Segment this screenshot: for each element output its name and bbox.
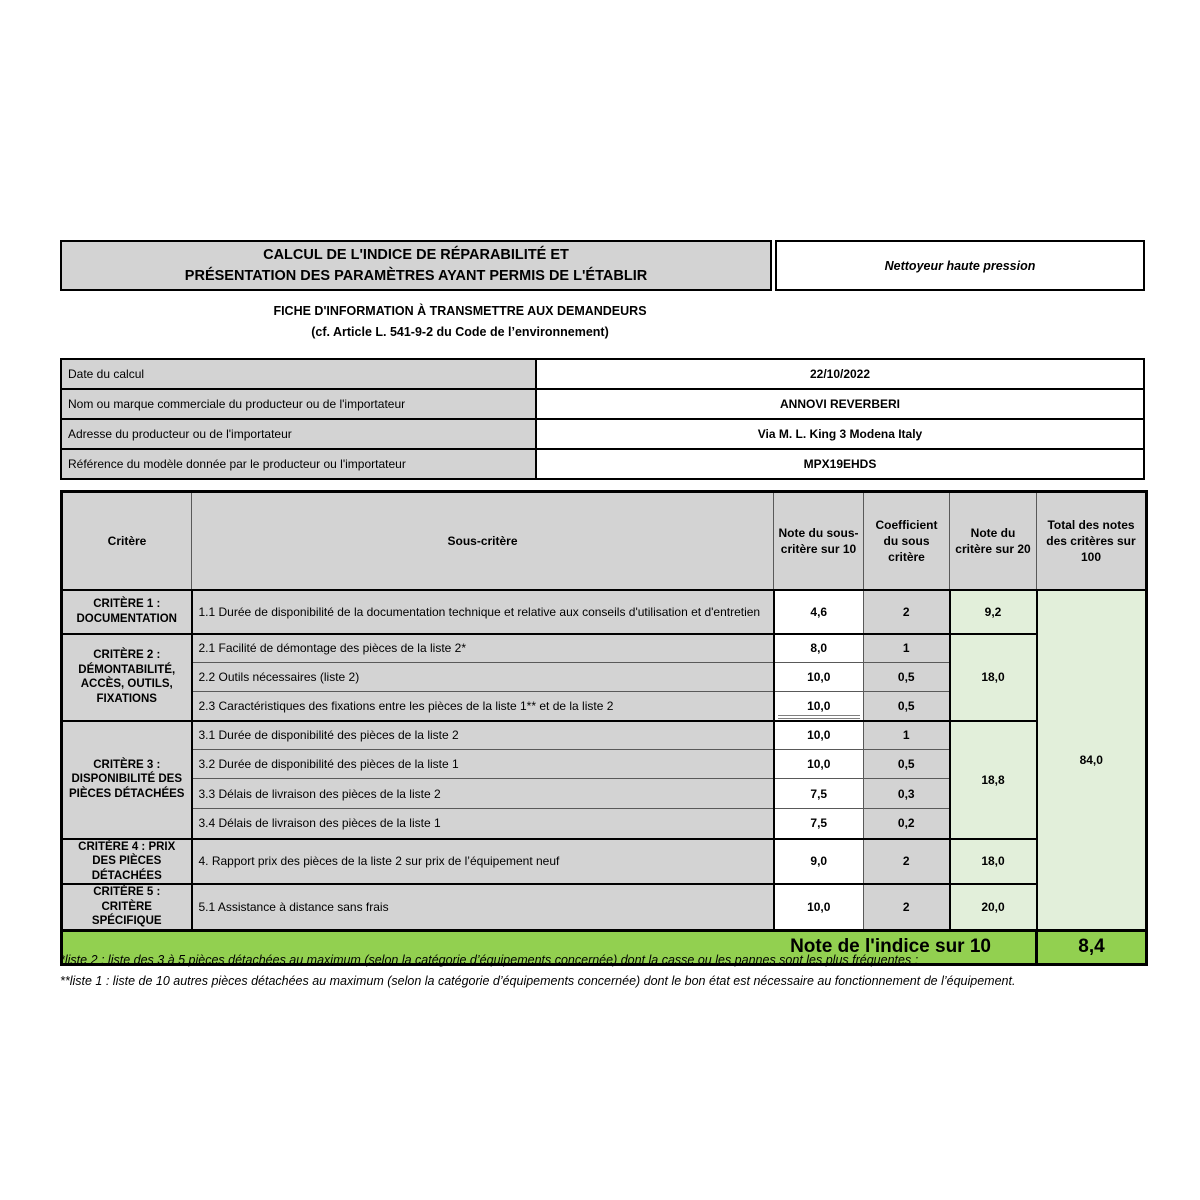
info-row-brand [61, 389, 1144, 419]
info-row-address [61, 419, 1144, 449]
document-header [60, 240, 1145, 291]
sub-criterion-2-3: 2.3 Caractéristiques des fixations entre les pièces de la liste 1** et de la liste 2 [192, 692, 774, 721]
info-value-brand: ANNOVI REVERBERI [536, 389, 1144, 419]
score-table [60, 490, 1148, 966]
note20-criterion-2: 18,0 [950, 634, 1037, 721]
sub-criterion-5-1: 5.1 Assistance à distance sans frais [192, 884, 774, 930]
note20-criterion-4: 18,0 [950, 839, 1037, 885]
criterion-3-name: CRITÈRE 3 : DISPONIBILITÉ DES PIÈCES DÉTACHÉES [62, 721, 192, 839]
subtitle-block [60, 301, 860, 343]
note20-criterion-3: 18,8 [950, 721, 1037, 839]
title-line-2: PRÉSENTATION DES PARAMÈTRES AYANT PERMIS DE L'ÉTABLIR [184, 267, 648, 284]
subtitle-line-2: (cf. Article L. 541-9-2 du Code de l’environnement) [311, 325, 609, 339]
sub-criterion-2-2: 2.2 Outils nécessaires (liste 2) [192, 663, 774, 692]
criterion-1-name: CRITÈRE 1 : DOCUMENTATION [62, 590, 192, 634]
coef-1-1: 2 [864, 590, 950, 634]
info-label-address: Adresse du producteur ou de l'importateur [61, 419, 536, 449]
note10-4: 9,0 [774, 839, 864, 885]
final-score-label: Note de l'indice sur 10 [62, 930, 1037, 964]
sub-criterion-3-1: 3.1 Durée de disponibilité des pièces de la liste 2 [192, 721, 774, 750]
product-category-label: Nettoyeur haute pression [884, 258, 1036, 273]
note10-3-1: 10,0 [774, 721, 864, 750]
header-critere: Critère [62, 492, 192, 590]
footnote-liste-1: **liste 1 : liste de 10 autres pièces détachées au maximum (selon la catégorie d’équipements concernée) dont le bon état est nécessaire au fonctionnement de l’équipement. [60, 974, 1016, 988]
score-row-1-1 [62, 590, 1147, 634]
sub-criterion-4: 4. Rapport prix des pièces de la liste 2 sur prix de l’équipement neuf [192, 839, 774, 885]
info-row-model [61, 449, 1144, 479]
criterion-2-name: CRITÈRE 2 : DÉMONTABILITÉ, ACCÈS, OUTILS, FIXATIONS [62, 634, 192, 721]
sub-criterion-3-3: 3.3 Délais de livraison des pièces de la liste 2 [192, 779, 774, 809]
note10-2-2: 10,0 [774, 663, 864, 692]
sub-criterion-3-4: 3.4 Délais de livraison des pièces de la liste 1 [192, 809, 774, 839]
title-box [60, 240, 772, 291]
criterion-4-name: CRITÈRE 4 : PRIX DES PIÈCES DÉTACHÉES [62, 839, 192, 885]
note10-3-3: 7,5 [774, 779, 864, 809]
note10-2-1: 8,0 [774, 634, 864, 663]
info-value-date: 22/10/2022 [536, 359, 1144, 389]
coef-2-2: 0,5 [864, 663, 950, 692]
note10-2-3: 10,0 [774, 692, 864, 721]
footnote-liste-2: *liste 2 : liste des 3 à 5 pièces détachées au maximum (selon la catégorie d’équipements concernée) dont la casse ou les pannes sont les plus fréquentes ; [60, 953, 919, 967]
info-row-date [61, 359, 1144, 389]
info-label-date: Date du calcul [61, 359, 536, 389]
score-row-5-1 [62, 884, 1147, 930]
sub-criterion-1-1: 1.1 Durée de disponibilité de la documentation technique et relative aux conseils d'utilisation et d'entretien [192, 590, 774, 634]
score-row-3-1 [62, 721, 1147, 750]
header-note-critere: Note du critère sur 20 [950, 492, 1037, 590]
coef-5-1: 2 [864, 884, 950, 930]
header-total: Total des notes des critères sur 100 [1037, 492, 1147, 590]
info-label-brand: Nom ou marque commerciale du producteur ou de l'importateur [61, 389, 536, 419]
note20-criterion-5: 20,0 [950, 884, 1037, 930]
coef-3-1: 1 [864, 721, 950, 750]
total-sur-100: 84,0 [1037, 590, 1147, 931]
score-row-2-1 [62, 634, 1147, 663]
subtitle-line-1: FICHE D'INFORMATION À TRANSMETTRE AUX DEMANDEURS [273, 304, 647, 318]
note20-criterion-1: 9,2 [950, 590, 1037, 634]
score-header-row [62, 492, 1147, 590]
note10-1-1: 4,6 [774, 590, 864, 634]
info-value-model: MPX19EHDS [536, 449, 1144, 479]
coef-4: 2 [864, 839, 950, 885]
coef-2-1: 1 [864, 634, 950, 663]
info-label-model: Référence du modèle donnée par le producteur ou l'importateur [61, 449, 536, 479]
score-row-4 [62, 839, 1147, 885]
note10-3-4: 7,5 [774, 809, 864, 839]
footnotes [60, 950, 1150, 992]
coef-2-3: 0,5 [864, 692, 950, 721]
header-sous-critere: Sous-critère [192, 492, 774, 590]
sub-criterion-3-2: 3.2 Durée de disponibilité des pièces de la liste 1 [192, 750, 774, 779]
info-table [60, 358, 1145, 480]
header-note-sous: Note du sous-critère sur 10 [774, 492, 864, 590]
note10-5-1: 10,0 [774, 884, 864, 930]
note10-3-2: 10,0 [774, 750, 864, 779]
criterion-5-name: CRITÈRE 5 : CRITÈRE SPÉCIFIQUE [62, 884, 192, 930]
final-score-value: 8,4 [1037, 930, 1147, 964]
coef-3-2: 0,5 [864, 750, 950, 779]
sub-criterion-2-1: 2.1 Facilité de démontage des pièces de la liste 2* [192, 634, 774, 663]
info-value-address: Via M. L. King 3 Modena Italy [536, 419, 1144, 449]
header-coefficient: Coefficient du sous critère [864, 492, 950, 590]
coef-3-4: 0,2 [864, 809, 950, 839]
title-line-1: CALCUL DE L'INDICE DE RÉPARABILITÉ ET [263, 246, 569, 263]
product-category-box [775, 240, 1145, 291]
coef-3-3: 0,3 [864, 779, 950, 809]
